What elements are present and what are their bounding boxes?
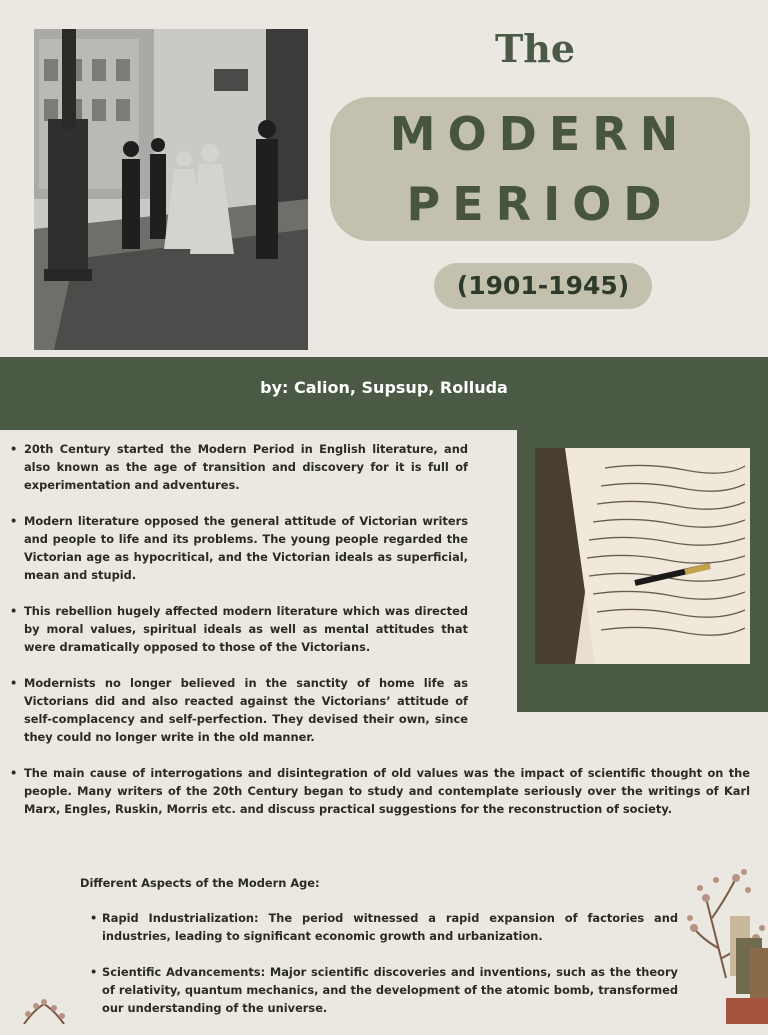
list-item: • Rapid Industrialization: The period witnessed a rapid expansion of factories and industries, leading to significant economic growth and urbanization.	[88, 909, 678, 945]
street-photo	[34, 29, 308, 350]
aspects-list	[88, 909, 678, 1035]
title-modern: MODERN	[389, 107, 691, 161]
list-item: • 20th Century started the Modern Period in English literature, and also known as the age of transition and discovery for it is full of experimentation and adventures.	[8, 440, 468, 494]
list-item: • The main cause of interrogations and disintegration of old values was the impact of scientific thought on the people. Many writers of the 20th Century began to study and contemplate seriously over the writings of Karl Marx, Engles, Ruskin, Morris etc. and discuss practical suggestions for the reconstruction of society.	[8, 764, 750, 818]
date-range-badge: (1901-1945)	[434, 263, 652, 309]
author-band	[0, 357, 768, 430]
title-banner	[330, 97, 750, 241]
list-item: • Scientific Advancements: Major scientific discoveries and inventions, such as the theory of relativity, quantum mechanics, and the development of the atomic bomb, transformed our understanding of the universe.	[88, 963, 678, 1017]
plant-sprig-illustration	[14, 998, 74, 1024]
title-the: The	[494, 26, 576, 71]
aspects-heading: Different Aspects of the Modern Age:	[80, 876, 320, 890]
list-item: • Modern literature opposed the general attitude of Victorian writers and people to life and its problems. The young people regarded the Victorian age as hypocritical, and the Victorian ideals as superficial, mean and stupid.	[8, 512, 468, 584]
main-bullet-list	[8, 440, 750, 818]
authors-line: by: Calion, Supsup, Rolluda	[260, 378, 508, 397]
title-period: PERIOD	[406, 177, 674, 231]
list-item: • This rebellion hugely affected modern literature which was directed by moral values, spiritual ideals as well as mental attitudes that were dramatically opposed to those of the Victorians.	[8, 602, 468, 656]
plant-books-illustration	[686, 858, 768, 1024]
list-item: • Modernists no longer believed in the sanctity of home life as Victorians did and also reacted against the Victorians’ attitude of self-complacency and self-perfection. They devised their own, since they could no longer write in the old manner.	[8, 674, 468, 746]
